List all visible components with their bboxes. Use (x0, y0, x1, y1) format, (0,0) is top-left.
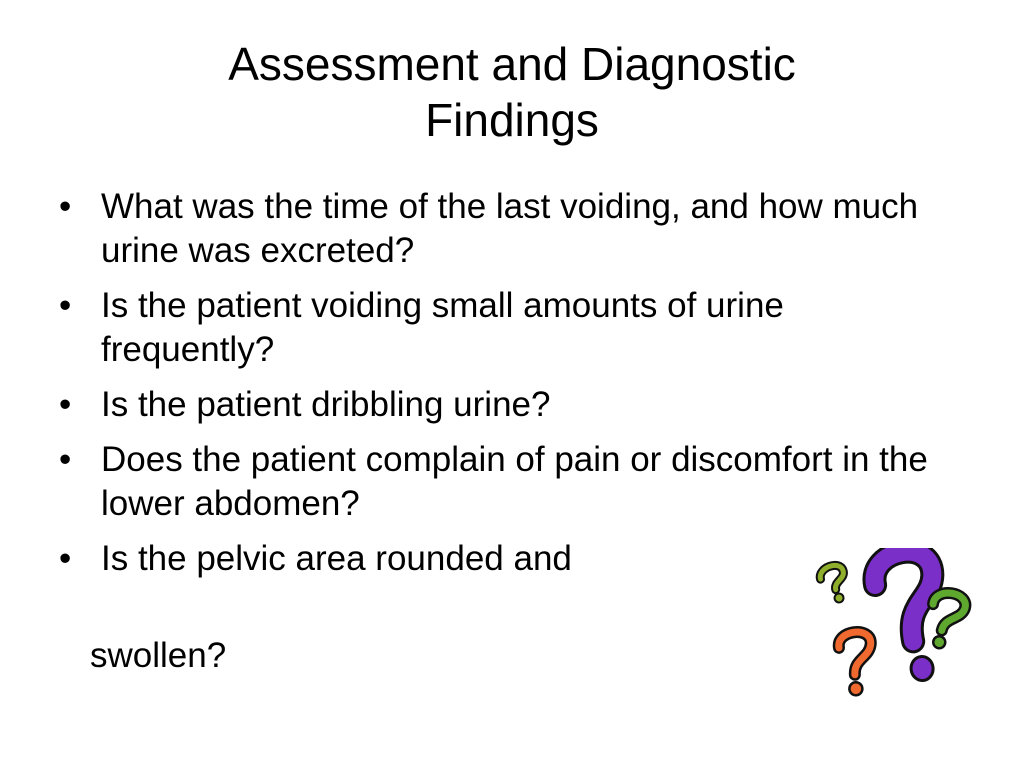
bullet-text: Does the patient complain of pain or discomfort in the lower abdomen? (101, 440, 928, 523)
title-line-1: Assessment and Diagnostic (228, 38, 796, 90)
bullet-text: Is the patient voiding small amounts of urine frequently? (101, 286, 784, 369)
bullet-continuation-text: swollen? (90, 636, 227, 675)
bullet-dot-icon: • (59, 440, 72, 479)
title-line-2: Findings (425, 94, 599, 146)
large-question-mark-icon (872, 549, 944, 684)
bullet-text: What was the time of the last voiding, and how much urine was excreted? (101, 187, 919, 270)
bullet-item (56, 185, 966, 273)
bullet-dot-icon: • (59, 286, 72, 325)
bullet-dot-icon: • (59, 187, 72, 226)
bullet-item (56, 438, 966, 526)
bullet-text: Is the patient dribbling urine? (101, 385, 551, 424)
right-question-mark-icon (924, 590, 967, 652)
small-question-mark-icon (818, 563, 851, 605)
bullet-text: Is the pelvic area rounded and (101, 539, 572, 578)
bullet-item (56, 383, 966, 427)
bullet-dot-icon: • (59, 385, 72, 424)
bullet-dot-icon: • (59, 539, 72, 578)
slide-title (112, 36, 912, 148)
bullet-list (56, 185, 966, 592)
bullet-item (56, 284, 966, 372)
orange-question-mark-icon (838, 631, 874, 696)
question-marks-icon (806, 548, 986, 708)
